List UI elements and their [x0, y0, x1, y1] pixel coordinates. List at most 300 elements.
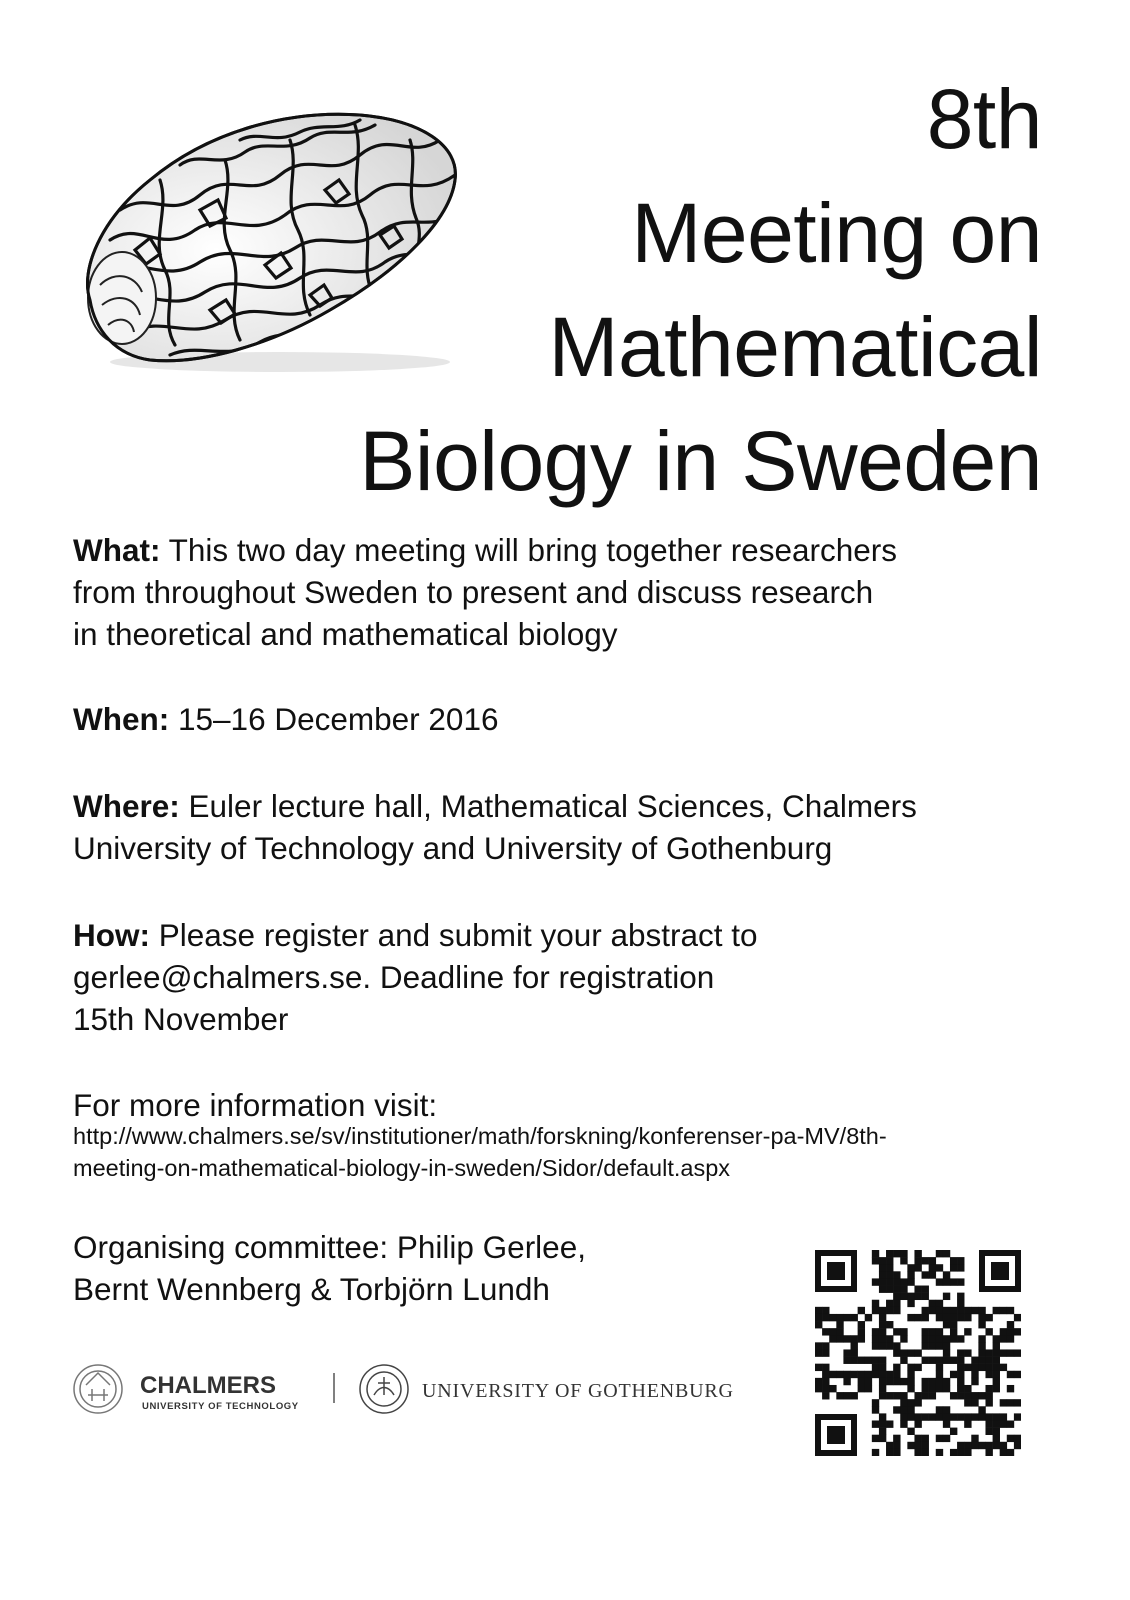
qr-module [922, 1293, 929, 1300]
qr-module [879, 1257, 886, 1264]
qr-module [922, 1385, 929, 1392]
qr-module [922, 1442, 929, 1449]
qr-module [950, 1371, 957, 1378]
qr-module [943, 1335, 950, 1342]
qr-module [985, 1328, 992, 1335]
qr-module [914, 1349, 921, 1356]
qr-module [929, 1307, 936, 1314]
qr-module [978, 1342, 985, 1349]
qr-module [950, 1321, 957, 1328]
qr-module [993, 1371, 1000, 1378]
what-label: What: [73, 532, 161, 568]
qr-module [907, 1300, 914, 1307]
qr-module [985, 1385, 992, 1392]
qr-module [836, 1314, 843, 1321]
qr-module [907, 1442, 914, 1449]
qr-module [893, 1293, 900, 1300]
qr-module [978, 1364, 985, 1371]
qr-module [900, 1357, 907, 1364]
where-section [73, 785, 1053, 869]
qr-module [851, 1392, 858, 1399]
qr-module [858, 1371, 865, 1378]
qr-module [879, 1314, 886, 1321]
qr-module [872, 1335, 879, 1342]
qr-module [993, 1307, 1000, 1314]
qr-module [858, 1307, 865, 1314]
qr-module [886, 1449, 893, 1456]
qr-module [978, 1413, 985, 1420]
qr-module [858, 1328, 865, 1335]
qr-module [900, 1406, 907, 1413]
qr-module [943, 1413, 950, 1420]
qr-module [893, 1250, 900, 1257]
qr-module [964, 1399, 971, 1406]
how-label: How: [73, 917, 150, 953]
qr-module [936, 1250, 943, 1257]
qr-module [914, 1399, 921, 1406]
qr-module [886, 1342, 893, 1349]
qr-module [893, 1364, 900, 1371]
qr-module [936, 1413, 943, 1420]
qr-module [900, 1349, 907, 1356]
qr-module [971, 1371, 978, 1378]
qr-module [858, 1385, 865, 1392]
qr-module [943, 1278, 950, 1285]
what-text-3: in theoretical and mathematical biology [73, 616, 618, 652]
qr-module [936, 1378, 943, 1385]
qr-module [886, 1271, 893, 1278]
qr-module [851, 1371, 858, 1378]
qr-module [879, 1413, 886, 1420]
qr-module [893, 1378, 900, 1385]
qr-module [872, 1399, 879, 1406]
qr-module [886, 1392, 893, 1399]
qr-module [1000, 1442, 1007, 1449]
qr-module [1014, 1399, 1021, 1406]
qr-module [957, 1413, 964, 1420]
qr-module [929, 1271, 936, 1278]
qr-module [993, 1357, 1000, 1364]
qr-module [836, 1328, 843, 1335]
qr-module [964, 1364, 971, 1371]
qr-module [922, 1435, 929, 1442]
qr-module [914, 1392, 921, 1399]
qr-module [993, 1435, 1000, 1442]
qr-module [893, 1271, 900, 1278]
qr-module [865, 1385, 872, 1392]
qr-module [1000, 1364, 1007, 1371]
qr-module [950, 1335, 957, 1342]
qr-module [829, 1385, 836, 1392]
qr-module [879, 1378, 886, 1385]
qr-module [929, 1357, 936, 1364]
qr-module [829, 1335, 836, 1342]
qr-module [985, 1428, 992, 1435]
qr-module [929, 1328, 936, 1335]
qr-module [985, 1349, 992, 1356]
qr-module [971, 1307, 978, 1314]
qr-module [957, 1442, 964, 1449]
qr-module [865, 1314, 872, 1321]
qr-module [914, 1257, 921, 1264]
qr-module [879, 1328, 886, 1335]
qr-module [900, 1278, 907, 1285]
qr-module [957, 1449, 964, 1456]
qr-module [900, 1413, 907, 1420]
qr-module [893, 1435, 900, 1442]
qr-module [936, 1300, 943, 1307]
poster-title [182, 62, 1042, 518]
qr-module [914, 1435, 921, 1442]
qr-module [815, 1307, 822, 1314]
qr-module [943, 1406, 950, 1413]
qr-module [822, 1314, 829, 1321]
qr-module [993, 1378, 1000, 1385]
qr-module [879, 1364, 886, 1371]
qr-module [1007, 1321, 1014, 1328]
qr-module [886, 1420, 893, 1427]
qr-module [978, 1314, 985, 1321]
qr-module [836, 1335, 843, 1342]
qr-module [822, 1378, 829, 1385]
qr-module [872, 1307, 879, 1314]
qr-module [1000, 1349, 1007, 1356]
qr-module [936, 1371, 943, 1378]
qr-module [893, 1442, 900, 1449]
qr-module [893, 1300, 900, 1307]
qr-module [943, 1349, 950, 1356]
qr-module [929, 1392, 936, 1399]
qr-module [964, 1328, 971, 1335]
qr-module [858, 1335, 865, 1342]
qr-module [822, 1349, 829, 1356]
qr-module [865, 1378, 872, 1385]
gothenburg-name: UNIVERSITY OF GOTHENBURG [422, 1380, 734, 1402]
qr-module [879, 1428, 886, 1435]
qr-module [950, 1428, 957, 1435]
qr-module [964, 1442, 971, 1449]
qr-module [985, 1357, 992, 1364]
qr-module [964, 1449, 971, 1456]
qr-module [879, 1321, 886, 1328]
qr-module [943, 1342, 950, 1349]
qr-module [815, 1321, 822, 1328]
qr-module [1007, 1307, 1014, 1314]
qr-module [865, 1371, 872, 1378]
qr-module [950, 1413, 957, 1420]
qr-module [964, 1349, 971, 1356]
qr-module [985, 1449, 992, 1456]
qr-module [936, 1314, 943, 1321]
qr-module [936, 1335, 943, 1342]
qr-module [978, 1349, 985, 1356]
what-text-2: from throughout Sweden to present and discuss research [73, 574, 874, 610]
info-url[interactable] [73, 1120, 1053, 1184]
how-text-3: 15th November [73, 1001, 289, 1037]
qr-module [957, 1314, 964, 1321]
qr-module [907, 1385, 914, 1392]
qr-module [957, 1307, 964, 1314]
qr-module [943, 1420, 950, 1427]
qr-module [957, 1257, 964, 1264]
qr-module [879, 1307, 886, 1314]
qr-module [879, 1271, 886, 1278]
qr-module [957, 1378, 964, 1385]
qr-module [971, 1413, 978, 1420]
qr-module [879, 1435, 886, 1442]
qr-module [1007, 1335, 1014, 1342]
qr-module [922, 1357, 929, 1364]
qr-module [1014, 1442, 1021, 1449]
qr-module [993, 1442, 1000, 1449]
qr-module [815, 1349, 822, 1356]
qr-module [936, 1342, 943, 1349]
qr-module [957, 1357, 964, 1364]
qr-module [943, 1293, 950, 1300]
qr-module [985, 1420, 992, 1427]
qr-module [886, 1378, 893, 1385]
qr-module [993, 1385, 1000, 1392]
qr-module [914, 1314, 921, 1321]
qr-module [950, 1328, 957, 1335]
qr-module [865, 1357, 872, 1364]
qr-module [879, 1420, 886, 1427]
qr-module [907, 1293, 914, 1300]
qr-module [851, 1314, 858, 1321]
qr-module [922, 1314, 929, 1321]
qr-module [900, 1399, 907, 1406]
qr-module [993, 1428, 1000, 1435]
qr-module [893, 1342, 900, 1349]
qr-module [822, 1392, 829, 1399]
qr-module [993, 1349, 1000, 1356]
qr-module [900, 1392, 907, 1399]
qr-module [929, 1335, 936, 1342]
qr-module [872, 1420, 879, 1427]
qr-module [900, 1250, 907, 1257]
qr-module [858, 1357, 865, 1364]
where-text-2: University of Technology and University of Gothenburg [73, 830, 833, 866]
qr-module [907, 1378, 914, 1385]
qr-module [843, 1335, 850, 1342]
qr-module [879, 1342, 886, 1349]
qr-module [872, 1449, 879, 1456]
qr-module [872, 1371, 879, 1378]
qr-module [914, 1364, 921, 1371]
qr-module [1007, 1420, 1014, 1427]
qr-module [985, 1399, 992, 1406]
qr-module [936, 1435, 943, 1442]
qr-module [1000, 1413, 1007, 1420]
qr-module [957, 1364, 964, 1371]
qr-module [1000, 1399, 1007, 1406]
qr-module [907, 1406, 914, 1413]
qr-module [914, 1442, 921, 1449]
qr-module [993, 1342, 1000, 1349]
qr-module [964, 1413, 971, 1420]
qr-module [936, 1357, 943, 1364]
qr-module [900, 1328, 907, 1335]
qr-code[interactable] [815, 1250, 1021, 1456]
qr-module [929, 1385, 936, 1392]
qr-module [900, 1420, 907, 1427]
chalmers-seal-icon [74, 1365, 122, 1413]
qr-module [922, 1449, 929, 1456]
qr-module [914, 1264, 921, 1271]
qr-module [851, 1342, 858, 1349]
qr-module [964, 1307, 971, 1314]
qr-module [936, 1449, 943, 1456]
qr-module [815, 1385, 822, 1392]
qr-module [929, 1378, 936, 1385]
qr-module [872, 1435, 879, 1442]
qr-module [914, 1293, 921, 1300]
title-line-2: Meeting on [631, 186, 1042, 280]
qr-module [936, 1364, 943, 1371]
qr-module [943, 1271, 950, 1278]
qr-module [829, 1314, 836, 1321]
qr-module [879, 1357, 886, 1364]
qr-module [914, 1420, 921, 1427]
qr-module [900, 1286, 907, 1293]
info-url-line-1[interactable]: http://www.chalmers.se/sv/institutioner/math/forskning/konferenser-pa-MV/8th- [73, 1123, 887, 1149]
qr-module [1014, 1314, 1021, 1321]
qr-module [879, 1335, 886, 1342]
qr-module [957, 1371, 964, 1378]
qr-module [985, 1392, 992, 1399]
qr-module [900, 1378, 907, 1385]
qr-module [914, 1286, 921, 1293]
qr-module [978, 1335, 985, 1342]
qr-module [971, 1435, 978, 1442]
qr-module [929, 1413, 936, 1420]
qr-module [822, 1385, 829, 1392]
qr-module [950, 1392, 957, 1399]
gothenburg-seal-icon [360, 1365, 408, 1413]
qr-module [872, 1278, 879, 1285]
qr-module [943, 1435, 950, 1442]
qr-module [872, 1257, 879, 1264]
qr-module [1014, 1413, 1021, 1420]
qr-module [978, 1307, 985, 1314]
qr-module [1007, 1385, 1014, 1392]
qr-module [886, 1278, 893, 1285]
qr-module [851, 1349, 858, 1356]
qr-module [922, 1271, 929, 1278]
title-line-4: Biology in Sweden [359, 414, 1042, 508]
qr-module [829, 1371, 836, 1378]
qr-module [922, 1413, 929, 1420]
qr-module [886, 1264, 893, 1271]
qr-module [936, 1328, 943, 1335]
qr-module [993, 1420, 1000, 1427]
qr-module [978, 1442, 985, 1449]
qr-module [1000, 1449, 1007, 1456]
qr-module [872, 1300, 879, 1307]
qr-module [971, 1364, 978, 1371]
info-url-line-2[interactable]: meeting-on-mathematical-biology-in-sweden/Sidor/default.aspx [73, 1155, 731, 1181]
qr-module [879, 1286, 886, 1293]
qr-module [943, 1314, 950, 1321]
qr-module [886, 1371, 893, 1378]
qr-module [879, 1264, 886, 1271]
qr-module [957, 1293, 964, 1300]
qr-module [978, 1406, 985, 1413]
qr-module [1007, 1435, 1014, 1442]
qr-module [950, 1278, 957, 1285]
qr-module [907, 1413, 914, 1420]
qr-module [872, 1357, 879, 1364]
qr-module [858, 1321, 865, 1328]
qr-module [886, 1307, 893, 1314]
qr-module [886, 1300, 893, 1307]
qr-module [893, 1349, 900, 1356]
qr-module [950, 1449, 957, 1456]
qr-module [893, 1406, 900, 1413]
qr-module [851, 1357, 858, 1364]
qr-module [971, 1378, 978, 1385]
title-line-1: 8th [926, 72, 1042, 166]
qr-module [879, 1278, 886, 1285]
how-section [73, 914, 1053, 1040]
when-text: 15–16 December 2016 [178, 701, 499, 737]
qr-module [936, 1278, 943, 1285]
qr-module [907, 1399, 914, 1406]
qr-module [950, 1257, 957, 1264]
qr-module [886, 1257, 893, 1264]
qr-module [843, 1314, 850, 1321]
qr-module [879, 1371, 886, 1378]
qr-module [907, 1428, 914, 1435]
when-label: When: [73, 701, 170, 737]
qr-module [872, 1406, 879, 1413]
qr-module [1007, 1328, 1014, 1335]
qr-module [936, 1264, 943, 1271]
qr-module [872, 1342, 879, 1349]
qr-module [943, 1357, 950, 1364]
qr-module [922, 1257, 929, 1264]
qr-module [900, 1257, 907, 1264]
qr-module [914, 1413, 921, 1420]
qr-module [922, 1286, 929, 1293]
qr-module [1000, 1307, 1007, 1314]
qr-module [843, 1392, 850, 1399]
qr-module [1014, 1349, 1021, 1356]
qr-module [929, 1300, 936, 1307]
qr-module [815, 1314, 822, 1321]
qr-module [1000, 1335, 1007, 1342]
qr-module [971, 1399, 978, 1406]
qr-module [950, 1314, 957, 1321]
qr-module [971, 1442, 978, 1449]
qr-module [943, 1307, 950, 1314]
qr-module [964, 1392, 971, 1399]
qr-module [950, 1264, 957, 1271]
qr-module [886, 1442, 893, 1449]
qr-module [922, 1328, 929, 1335]
where-text-1: Euler lecture hall, Mathematical Sciences, Chalmers [188, 788, 917, 824]
qr-module [922, 1378, 929, 1385]
qr-module [971, 1392, 978, 1399]
qr-module [957, 1278, 964, 1285]
qr-module [893, 1449, 900, 1456]
qr-module [843, 1357, 850, 1364]
qr-module [815, 1364, 822, 1371]
qr-module [936, 1385, 943, 1392]
qr-module [829, 1328, 836, 1335]
qr-module [950, 1357, 957, 1364]
qr-module [907, 1278, 914, 1285]
